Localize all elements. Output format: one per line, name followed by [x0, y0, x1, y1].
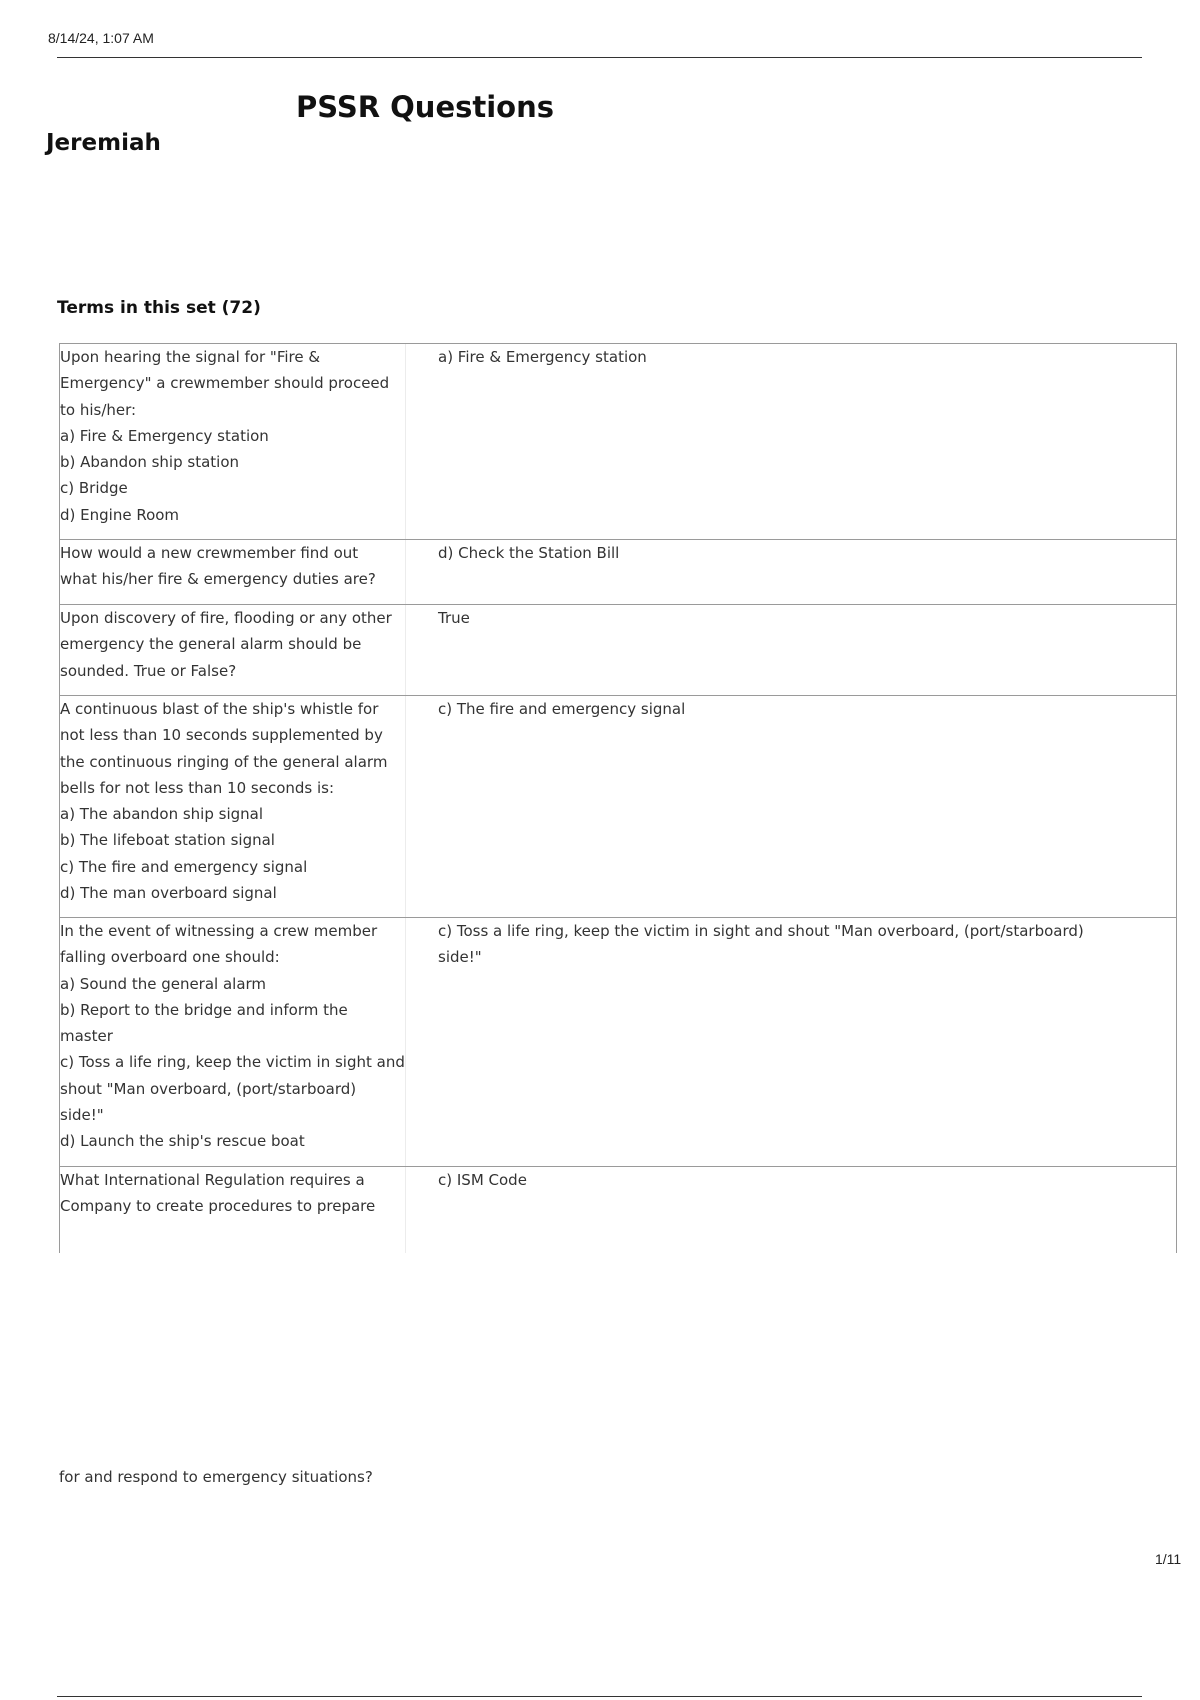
term-line: a) Fire & Emergency station: [60, 426, 269, 445]
term-line: Upon hearing the signal for "Fire &: [60, 348, 321, 366]
definition-line: side!": [438, 948, 482, 967]
definition-line: c) The fire and emergency signal: [438, 700, 686, 718]
term-cell: [60, 540, 406, 604]
definition-cell: [406, 605, 1176, 695]
term-line: side!": [60, 1106, 104, 1125]
definition-cell: [406, 918, 1176, 1166]
term-cell: [60, 918, 406, 1166]
term-line: What International Regulation requires a: [60, 1171, 365, 1189]
author-name: Jeremiah: [46, 130, 161, 156]
terms-heading: Terms in this set (72): [57, 298, 261, 318]
table-row: [60, 540, 1176, 605]
page-title: PSSR Questions: [296, 90, 555, 124]
terms-table: [59, 343, 1177, 1253]
term-line: master: [60, 1027, 113, 1046]
term-line: c) Bridge: [60, 479, 128, 498]
term-line: falling overboard one should:: [60, 948, 280, 967]
table-row: [60, 918, 1176, 1167]
term-line: a) Sound the general alarm: [60, 974, 267, 993]
definition-line: True: [438, 609, 470, 627]
page-number: 1/11: [1155, 1551, 1182, 1567]
term-line: Upon discovery of fire, flooding or any other: [60, 609, 392, 627]
term-line: b) The lifeboat station signal: [60, 831, 275, 850]
term-line: c) Toss a life ring, keep the victim in sight and: [60, 1053, 405, 1072]
term-line: b) Abandon ship station: [60, 453, 239, 472]
top-divider: [57, 57, 1142, 58]
definition-cell: [406, 696, 1176, 917]
term-line: d) Engine Room: [60, 505, 180, 524]
definition-cell: [406, 344, 1176, 539]
table-row: [60, 696, 1176, 918]
term-line: sounded. True or False?: [60, 661, 237, 680]
term-cell: [60, 605, 406, 695]
term-cell: [60, 696, 406, 917]
table-row: [60, 605, 1176, 696]
term-line: shout "Man overboard, (port/starboard): [60, 1079, 357, 1098]
term-line: to his/her:: [60, 400, 137, 419]
term-line: c) The fire and emergency signal: [60, 857, 308, 876]
term-line: not less than 10 seconds supplemented by: [60, 726, 383, 745]
definition-line: d) Check the Station Bill: [438, 544, 620, 562]
term-line: d) Launch the ship's rescue boat: [60, 1132, 305, 1151]
table-row: [60, 344, 1176, 540]
definition-cell: [406, 540, 1176, 604]
term-line: Emergency" a crewmember should proceed: [60, 374, 390, 393]
term-line: Company to create procedures to prepare: [60, 1197, 376, 1216]
definition-cell: [406, 1167, 1176, 1253]
term-line: what his/her fire & emergency duties are?: [60, 570, 376, 589]
definition-line: c) Toss a life ring, keep the victim in sight and shout "Man overboard, (port/starboard): [438, 922, 1084, 940]
definition-line: a) Fire & Emergency station: [438, 348, 647, 366]
definition-line: c) ISM Code: [438, 1171, 527, 1189]
term-line: b) Report to the bridge and inform the: [60, 1000, 348, 1019]
term-line: the continuous ringing of the general alarm: [60, 752, 388, 771]
term-line: bells for not less than 10 seconds is:: [60, 778, 335, 797]
term-line: d) The man overboard signal: [60, 884, 277, 903]
term-line: How would a new crewmember find out: [60, 544, 359, 562]
term-line: a) The abandon ship signal: [60, 805, 264, 824]
term-line: A continuous blast of the ship's whistle for: [60, 700, 379, 718]
term-cell: [60, 344, 406, 539]
table-row: [60, 1167, 1176, 1253]
term-line: emergency the general alarm should be: [60, 635, 362, 654]
term-line: In the event of witnessing a crew member: [60, 922, 378, 940]
print-timestamp: 8/14/24, 1:07 AM: [48, 30, 154, 46]
term-cell: [60, 1167, 406, 1253]
bottom-divider: [57, 1696, 1142, 1697]
term-continuation-text: for and respond to emergency situations?: [59, 1468, 373, 1486]
